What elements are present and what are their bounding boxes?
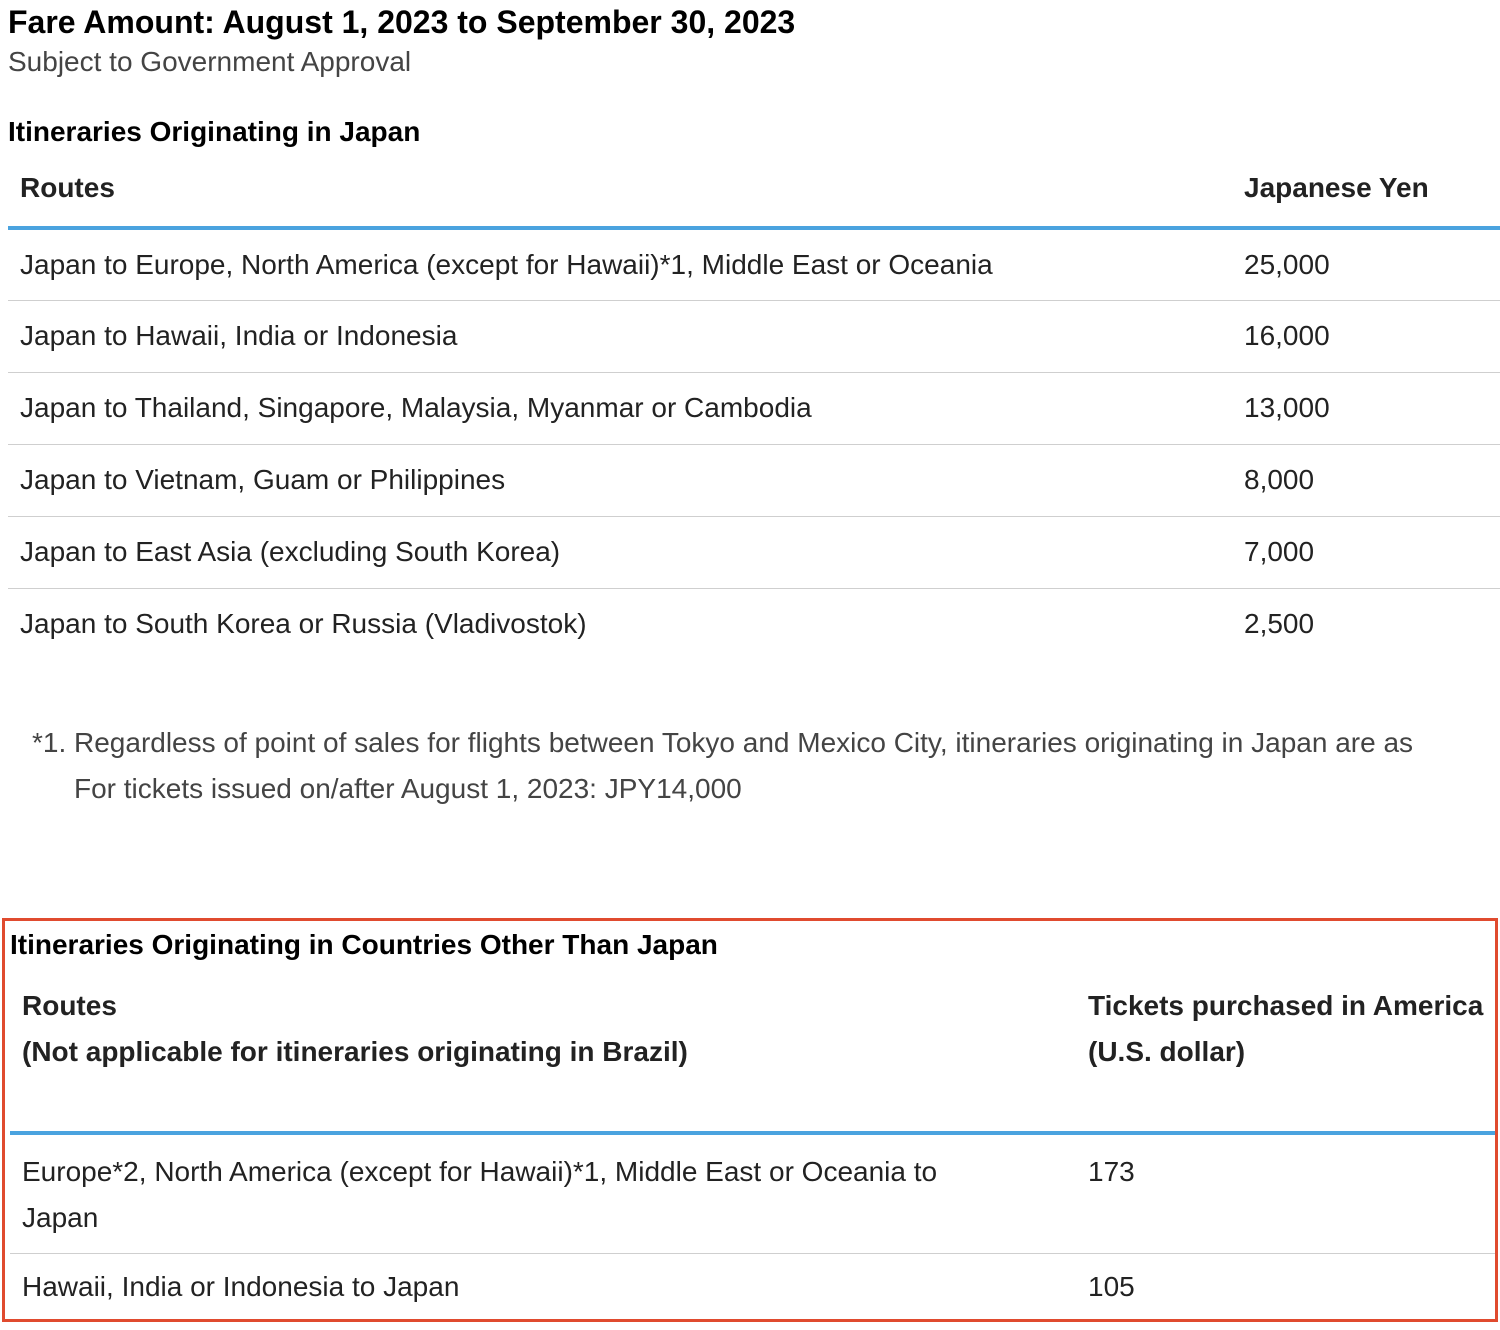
table-row xyxy=(8,372,1500,444)
column-header-routes: Routes xyxy=(20,172,115,203)
other-fare-table xyxy=(10,983,1498,1321)
japan-section-heading: Itineraries Originating in Japan xyxy=(8,116,421,147)
amount-cell: 8,000 xyxy=(1244,464,1315,495)
amount-cell: 13,000 xyxy=(1244,392,1330,423)
amount-cell: 16,000 xyxy=(1244,320,1330,351)
amount-cell: 7,000 xyxy=(1244,536,1315,567)
other-section-heading: Itineraries Originating in Countries Other Than Japan xyxy=(10,929,718,960)
column-header-usd-unit: (U.S. dollar) xyxy=(1088,1036,1246,1067)
route-cell: Japan to South Korea or Russia (Vladivostok) xyxy=(20,608,587,640)
route-cell: Japan to Vietnam, Guam or Philippines xyxy=(20,464,506,495)
table-header-row xyxy=(10,983,1498,1133)
route-cell xyxy=(10,1133,1076,1253)
column-header-usd-label: Tickets purchased in America xyxy=(1088,990,1484,1021)
amount-cell: 25,000 xyxy=(1244,248,1330,280)
table-row xyxy=(10,1253,1498,1321)
highlight-box xyxy=(2,918,1498,1322)
footnote xyxy=(32,720,1500,812)
column-header-routes-label: Routes xyxy=(22,990,117,1021)
footnote-marker: *1. xyxy=(32,727,67,758)
table-header-row xyxy=(8,158,1500,228)
route-cell: Japan to Thailand, Singapore, Malaysia, Myanmar or Cambodia xyxy=(20,392,812,423)
amount-cell: 2,500 xyxy=(1244,608,1315,640)
table-row xyxy=(10,1133,1498,1253)
amount-cell: 173 xyxy=(1088,1156,1135,1187)
column-header-routes-note: (Not applicable for itineraries originating in Brazil) xyxy=(22,1036,688,1067)
route-cell: Hawaii, India or Indonesia to Japan xyxy=(22,1271,460,1303)
table-row xyxy=(8,516,1500,588)
column-header-usd xyxy=(1076,983,1498,1133)
column-header-japanese-yen: Japanese Yen xyxy=(1244,172,1429,203)
route-cell: Japan to Europe, North America (except for Hawaii)*1, Middle East or Oceania xyxy=(20,248,993,280)
route-cell: Japan to East Asia (excluding South Korea) xyxy=(20,536,561,567)
table-row xyxy=(8,300,1500,372)
table-row xyxy=(8,444,1500,516)
table-row xyxy=(8,228,1500,300)
table-row xyxy=(8,588,1500,660)
japan-fare-table xyxy=(8,158,1500,660)
page-subtitle: Subject to Government Approval xyxy=(8,46,412,77)
column-header-routes xyxy=(10,983,1076,1133)
footnote-line-2: For tickets issued on/after August 1, 2023: JPY14,000 xyxy=(74,773,742,804)
route-cell: Japan to Hawaii, India or Indonesia xyxy=(20,320,458,351)
route-cell-line-2: Japan xyxy=(22,1202,99,1233)
route-cell-line-1: Europe*2, North America (except for Hawaii)*1, Middle East or Oceania to xyxy=(22,1156,938,1187)
page-title: Fare Amount: August 1, 2023 to September 30, 2023 xyxy=(8,4,796,40)
footnote-line-1: Regardless of point of sales for flights between Tokyo and Mexico City, itineraries originating in Japan are as xyxy=(74,727,1414,758)
amount-cell: 105 xyxy=(1088,1271,1135,1303)
